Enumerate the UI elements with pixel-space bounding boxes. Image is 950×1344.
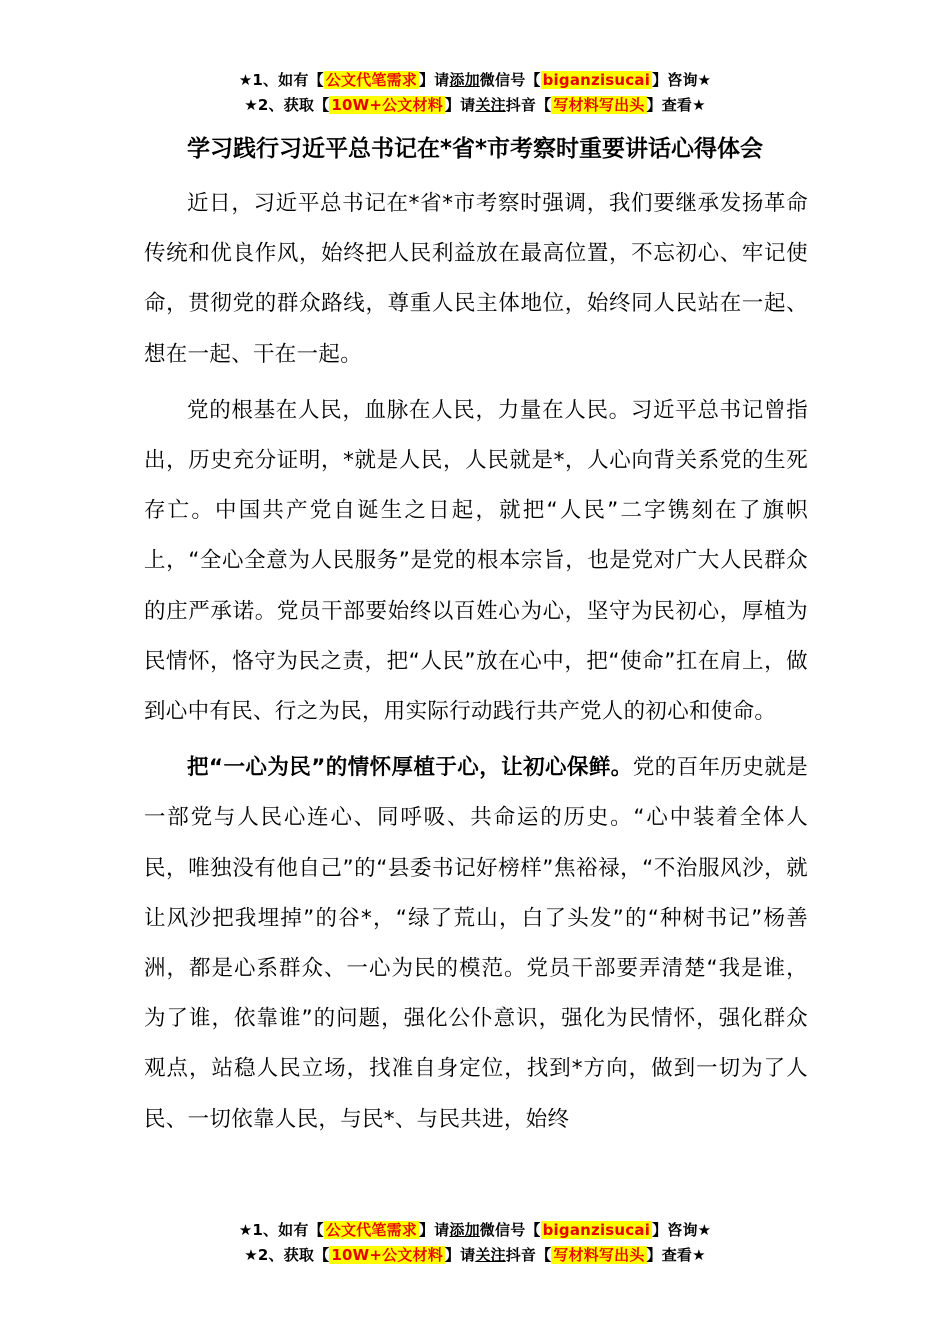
promo-text: 】查看★ <box>646 1246 706 1264</box>
promo-underline-follow: 关注 <box>475 96 506 114</box>
promo-line-1 <box>0 1218 950 1243</box>
promo-highlight-douyin: 写材料写出头 <box>553 96 645 114</box>
footer-promo-banner <box>0 1218 950 1268</box>
promo-text: 】请 <box>444 96 476 114</box>
promo-highlight-wechat-id: biganzisucai <box>542 71 651 89</box>
promo-text: ★1、如有【 <box>238 71 324 89</box>
promo-text: 抖音【 <box>505 1246 552 1264</box>
paragraph-3 <box>144 743 808 1145</box>
promo-text: 】查看★ <box>646 96 706 114</box>
paragraph-text: 近日，习近平总书记在*省*市考察时强调，我们要继承发扬革命传统和优良作风，始终把人民利益放在最高位置，不忘初心、牢记使命，贯彻党的群众路线，尊重人民主体地位，始终同人民站在一起、想在一起、干在一起。 <box>144 191 808 367</box>
promo-text: ★2、获取【 <box>244 96 330 114</box>
paragraph-text: 党的根基在人民，血脉在人民，力量在人民。习近平总书记曾指出，历史充分证明，*就是人民，人民就是*，人心向背关系党的生死存亡。中国共产党自诞生之日起，就把“人民”二字镌刻在了旗帜上，“全心全意为人民服务”是党的根本宗旨，也是党对广大人民群众的庄严承诺。党员干部要始终以百姓心为心，坚守为民初心，厚植为民情怀，恪守为民之责，把“人民”放在心中，把“使命”扛在肩上，做到心中有民、行之为民，用实际行动践行共产党人的初心和使命。 <box>144 397 808 725</box>
paragraph-1 <box>144 179 808 380</box>
paragraph-2 <box>144 386 808 737</box>
promo-underline-follow: 关注 <box>475 1246 506 1264</box>
promo-highlight-materials: 10W+公文材料 <box>331 96 443 114</box>
promo-text: 】请 <box>444 1246 476 1264</box>
promo-highlight-service: 公文代笔需求 <box>325 71 417 89</box>
promo-text: 】请 <box>418 71 450 89</box>
promo-line-2 <box>0 93 950 118</box>
promo-underline-add: 添加 <box>449 1221 480 1239</box>
promo-line-2 <box>0 1243 950 1268</box>
promo-text: 】咨询★ <box>652 1221 712 1239</box>
paragraph-lead-heading: 把“一心为民”的情怀厚植于心，让初心保鲜。 <box>187 755 633 781</box>
promo-text: 】请 <box>418 1221 450 1239</box>
promo-highlight-service: 公文代笔需求 <box>325 1221 417 1239</box>
promo-text: ★2、获取【 <box>244 1246 330 1264</box>
document-body <box>144 179 808 1151</box>
header-promo-banner <box>0 68 950 118</box>
document-title: 学习践行习近平总书记在*省*市考察时重要讲话心得体会 <box>186 136 764 162</box>
promo-text: 抖音【 <box>505 96 552 114</box>
promo-text: 】咨询★ <box>652 71 712 89</box>
promo-highlight-douyin: 写材料写出头 <box>553 1246 645 1264</box>
promo-line-1 <box>0 68 950 93</box>
promo-text: 微信号【 <box>479 1221 541 1239</box>
promo-text: ★1、如有【 <box>238 1221 324 1239</box>
promo-text: 微信号【 <box>479 71 541 89</box>
promo-underline-add: 添加 <box>449 71 480 89</box>
promo-highlight-wechat-id: biganzisucai <box>542 1221 651 1239</box>
paragraph-text: 党的百年历史就是一部党与人民心连心、同呼吸、共命运的历史。“心中装着全体人民，唯独没有他自己”的“县委书记好榜样”焦裕禄，“不治服风沙，就让风沙把我埋掉”的谷*，“绿了荒山，白了头发”的“种树书记”杨善洲，都是心系群众、一心为民的模范。党员干部要弄清楚“我是谁，为了谁，依靠谁”的问题，强化公仆意识，强化为民情怀，强化群众观点，站稳人民立场，找准自身定位，找到*方向，做到一切为了人民、一切依靠人民，与民*、与民共进，始终 <box>144 755 809 1132</box>
promo-highlight-materials: 10W+公文材料 <box>331 1246 443 1264</box>
